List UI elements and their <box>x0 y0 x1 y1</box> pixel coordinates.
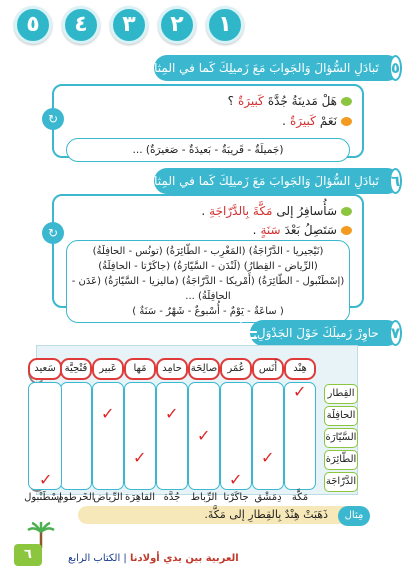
section-6-dialog-box <box>52 194 364 317</box>
lesson-number-3[interactable]: ٣ <box>110 6 148 44</box>
table-column <box>252 382 284 490</box>
check-mark-icon: ✓ <box>293 382 307 401</box>
table-header-name: صالِحَة <box>188 358 220 380</box>
statement-text: سَأُسافِرُ إلى <box>276 204 337 218</box>
section-5-answer <box>54 114 362 128</box>
section-6-number: ٦ <box>389 168 402 194</box>
hint-line-3: (إسْطَنْبول - الطّائِرَةُ) (أَمْريكا - الدَّرّاجَةُ) (ماليزيا - السَّيّارَةُ) (عَدَن - الحافِلَةُ) ... <box>71 276 345 302</box>
statement-highlight: مَكَّةَ بِالدَّرّاجَةِ <box>209 204 273 218</box>
section-5-header <box>141 55 400 81</box>
answer-highlight: كَبيرَةٌ <box>290 114 316 128</box>
lesson-number-5[interactable]: ٥ <box>14 6 52 44</box>
table-row-label: الطّائِرَة <box>324 450 358 470</box>
section-6-reply <box>54 223 362 237</box>
speech-bubble-icon <box>239 322 243 344</box>
table-city-label: مَكَّة <box>291 492 309 503</box>
table-row-label: الدَّرّاجَة <box>324 472 358 492</box>
table-column <box>156 382 188 490</box>
table-header-name: أَنَس <box>252 358 284 380</box>
table-column <box>60 382 92 490</box>
check-mark-icon: ✓ <box>39 470 53 489</box>
table-city-label: جُدَّة <box>163 492 181 503</box>
lesson-number-strip <box>8 6 244 46</box>
answer-end: . <box>282 114 286 128</box>
hint-line-2: (الرِّياض - القِطارُ) (لَنْدَن - السَّيّارَةُ) (جاكَرْتا - الحافِلَةُ) <box>98 261 318 272</box>
section-7-number: ٧ <box>389 320 402 346</box>
section-5-instruction: تَبادَلِ السُّؤالَ وَالجَوابَ مَعَ زَميلِكَ كَما في المِثالِ: <box>141 61 379 75</box>
table-header-name: حامِد <box>156 358 188 380</box>
table-row-label: القِطار <box>324 384 358 404</box>
lesson-number-4[interactable]: ٤ <box>62 6 100 44</box>
table-city-label: الخَرطوم <box>57 492 95 503</box>
repeat-icon: ↻ <box>42 222 64 244</box>
table-column <box>124 382 156 490</box>
reply-highlight: سَنَةٍ <box>260 223 281 237</box>
table-header-name: عُمَر <box>220 358 252 380</box>
check-mark-icon: ✓ <box>165 404 179 423</box>
table-city-label: إسْطَنْبول <box>24 492 62 503</box>
section-6-statement <box>54 204 362 218</box>
table-city-label: جاكَرْتا <box>223 492 249 503</box>
orange-bullet-icon <box>341 226 352 235</box>
question-highlight: كَبيرَةٌ <box>237 94 264 108</box>
table-row-label: الحافِلَة <box>324 406 358 426</box>
book-level: الكتاب الرابع <box>68 553 121 564</box>
table-header-name: فَتْحِيَّة <box>60 358 92 380</box>
question-mark: ؟ <box>227 94 234 108</box>
section-5-dialog-box <box>52 84 364 158</box>
check-mark-icon: ✓ <box>229 470 243 489</box>
footer-separator: | <box>120 553 127 564</box>
table-city-label: الرِّباط <box>190 492 218 503</box>
hint-line-1: (نَيْجيريا - الدَّرّاجَةُ) (المَغْرِب - الطّائِرَةُ) (تونُس - الحافِلَةُ) <box>92 246 324 257</box>
book-title: العربية بين يدي أولادنا <box>129 553 239 564</box>
footer-book-title <box>68 553 239 564</box>
section-6-word-hint <box>66 240 350 323</box>
table-city-label: دِمَشْق <box>254 492 282 503</box>
page-number: ٦ <box>14 544 42 566</box>
table-header-name: هِنْد <box>284 358 316 380</box>
orange-bullet-icon <box>341 117 352 126</box>
check-mark-icon: ✓ <box>197 426 211 445</box>
section-5-question <box>54 94 362 108</box>
table-row-label: السَّيّارَة <box>324 428 358 448</box>
table-header-name: مَها <box>124 358 156 380</box>
table-city-label: الرِّياض <box>93 492 123 503</box>
statement-end: . <box>201 204 206 218</box>
table-header-name: عَبير <box>92 358 124 380</box>
green-bullet-icon <box>341 207 352 216</box>
question-text: هَلْ مَدينَةُ جُدَّةَ <box>267 94 337 108</box>
section-5-number: ٥ <box>389 55 402 81</box>
reply-text: سَتَصِلُ بَعْدَ <box>284 223 337 237</box>
page-footer <box>8 542 408 566</box>
lesson-number-2[interactable]: ٢ <box>158 6 196 44</box>
section-7-instruction: حاوِرْ زَميلَكَ حَوْلَ الجَدْوَلِ. <box>253 326 379 340</box>
check-mark-icon: ✓ <box>133 448 147 467</box>
section-5-word-hint: (جَميلَةٌ - قَريبَةٌ - بَعيدَةٌ - صَغيرَةٌ) ... <box>66 138 350 162</box>
table-header-name: سَعيد <box>28 358 62 380</box>
lesson-number-1[interactable]: ١ <box>206 6 244 44</box>
section-7-header <box>250 320 400 346</box>
green-bullet-icon <box>341 97 352 106</box>
table-city-label: القاهِرَة <box>125 492 155 503</box>
example-sentence: ذَهَبَتْ هِنْدٌ بِالقِطارِ إلى مَكَّةَ. <box>78 506 358 524</box>
repeat-icon: ↻ <box>42 108 64 130</box>
example-tag: مِثال <box>338 506 370 526</box>
check-mark-icon: ✓ <box>261 448 275 467</box>
table-column <box>92 382 124 490</box>
answer-text: نَعَمْ <box>319 114 337 128</box>
reply-end: . <box>252 223 257 237</box>
check-mark-icon: ✓ <box>101 404 115 423</box>
section-6-header <box>141 168 400 194</box>
hint-line-4: ( ساعَةٌ - يَوْمٌ - أُسْبوعٌ - شَهْرٌ - سَنَةٌ ) <box>132 306 284 317</box>
section-6-instruction: تَبادَلِ السُّؤالَ وَالجَوابَ مَعَ زَميلِكَ كَما في المِثالِ: <box>141 174 379 188</box>
